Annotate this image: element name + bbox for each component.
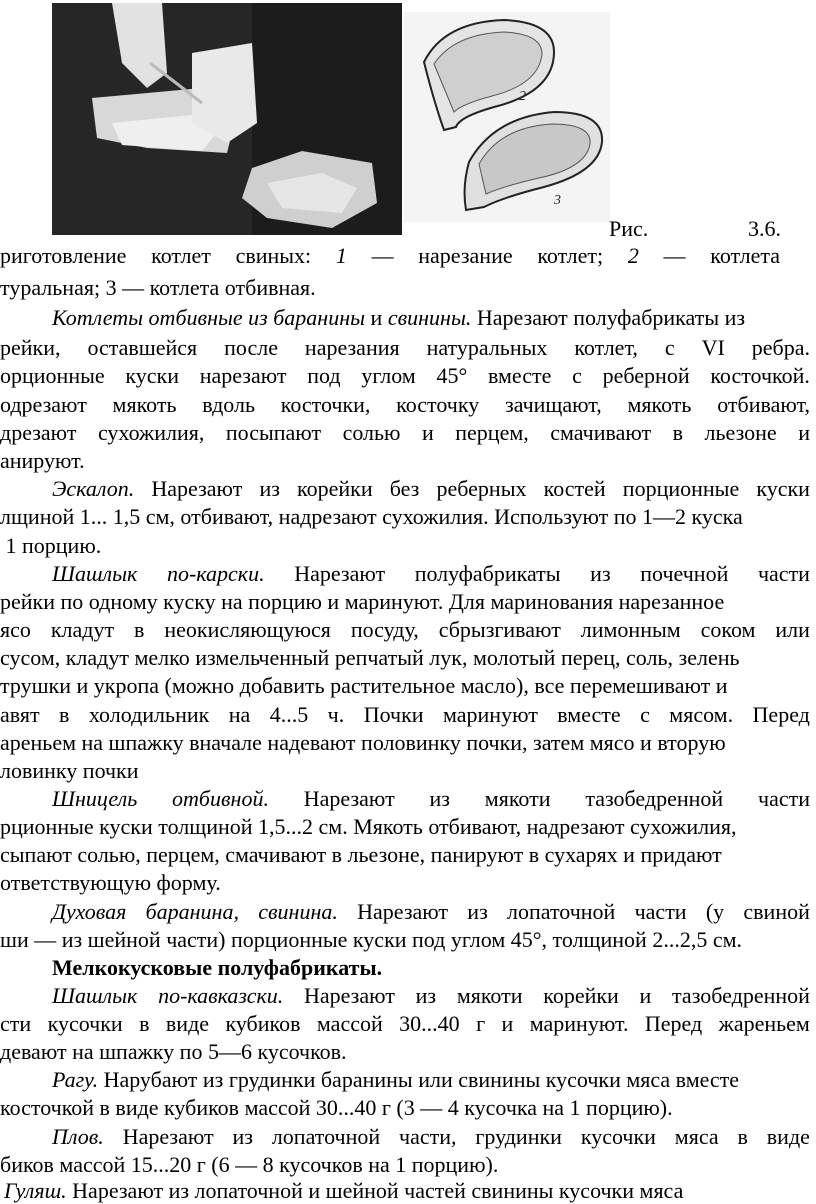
text-fragment: ясо: [0, 617, 31, 642]
text-fragment: натуральных: [426, 335, 548, 360]
text-fragment: грудинки: [475, 1124, 562, 1149]
text-fragment: из: [259, 476, 280, 501]
text-fragment: анируют.: [0, 448, 85, 473]
text-fragment: куски: [756, 476, 810, 501]
text-line: [0, 927, 810, 953]
text-fragment: массой: [316, 1011, 383, 1036]
text-line: [0, 533, 810, 559]
text-fragment: Нарезают: [304, 983, 395, 1008]
text-fragment: маринуют: [442, 702, 538, 727]
text-fragment: ответствующую форму.: [0, 870, 221, 895]
text-fragment: Мелкокусковые полуфабрикаты.: [52, 955, 383, 980]
text-fragment: 1: [335, 243, 347, 268]
text-fragment: рционные куски толщиной 1,5...2 см. Мякоть отбивают, надрезают сухожилия,: [0, 814, 737, 839]
text-line: [0, 983, 810, 1009]
text-fragment: лопаточной: [271, 1124, 381, 1149]
text-line: [0, 448, 810, 474]
figure-number: 3.6.: [748, 216, 781, 241]
text-fragment: нарезания: [304, 335, 400, 360]
cutlet-drawing: [404, 12, 610, 222]
text-fragment: и: [501, 1011, 514, 1036]
text-line: [0, 363, 810, 389]
text-line: [0, 842, 810, 868]
text-line: [0, 243, 780, 269]
text-fragment: в: [139, 1011, 150, 1036]
text-line: [0, 305, 816, 331]
text-fragment: и: [639, 983, 652, 1008]
text-line: [0, 730, 810, 756]
text-line: [0, 275, 810, 301]
text-fragment: из: [590, 561, 611, 586]
text-line: [0, 1178, 814, 1204]
text-fragment: косточку: [396, 392, 480, 417]
text-fragment: соком: [700, 617, 756, 642]
text-fragment: зачищают,: [505, 392, 602, 417]
text-fragment: ареньем на шпажку вначале надевают половинку почки, затем мясо и вторую: [0, 730, 726, 755]
text-line: [0, 617, 810, 643]
text-fragment: (у: [705, 899, 725, 924]
text-fragment: ребра.: [751, 335, 810, 360]
text-fragment: части: [757, 561, 810, 586]
text-fragment: 1 порцию.: [0, 533, 102, 558]
text-fragment: с: [640, 702, 650, 727]
text-fragment: костей: [543, 476, 606, 501]
text-fragment: вместе: [557, 702, 621, 727]
text-fragment: мякоти: [456, 983, 523, 1008]
text-fragment: солью: [342, 420, 401, 445]
text-fragment: на: [228, 702, 251, 727]
text-fragment: почечной: [640, 561, 729, 586]
text-line: [0, 504, 810, 530]
text-fragment: Нарезают: [357, 899, 449, 924]
text-fragment: льезоне: [704, 420, 777, 445]
text-fragment: и: [365, 305, 388, 330]
text-line: [0, 1011, 810, 1037]
text-fragment: Перед: [644, 1011, 703, 1036]
text-line: [0, 476, 810, 502]
text-fragment: в: [59, 702, 70, 727]
text-fragment: свинина.: [258, 899, 338, 924]
text-fragment: вместе: [488, 363, 552, 388]
text-fragment: кладут: [50, 617, 115, 642]
text-fragment: перцем,: [455, 420, 529, 445]
text-fragment: —: [663, 243, 686, 268]
text-fragment: дрезают: [0, 420, 77, 445]
text-fragment: реберной: [602, 363, 690, 388]
text-fragment: свиной: [743, 899, 810, 924]
text-fragment: виде: [766, 1124, 810, 1149]
text-fragment: или: [775, 617, 810, 642]
text-fragment: Нарезают: [122, 1124, 214, 1149]
figure-word: Рис.: [609, 216, 649, 241]
text-fragment: авят: [0, 702, 40, 727]
text-fragment: углом: [361, 363, 416, 388]
text-fragment: посыпают: [225, 420, 322, 445]
text-fragment: с: [664, 335, 675, 360]
text-fragment: котлет,: [574, 335, 638, 360]
text-fragment: в: [672, 420, 684, 445]
text-fragment: части: [758, 786, 810, 811]
text-line: [0, 673, 810, 699]
text-line: [0, 1152, 810, 1178]
text-fragment: Шашлык: [52, 561, 138, 586]
text-line: [0, 335, 810, 361]
text-fragment: ши — из шейной части) порционные куски под углом 45°, толщиной 2...2,5 см.: [0, 927, 743, 952]
text-fragment: и: [421, 420, 434, 445]
text-line: [0, 814, 810, 840]
text-fragment: нарезают: [199, 363, 287, 388]
text-fragment: отбивной.: [172, 786, 269, 811]
text-fragment: по-карски.: [166, 561, 265, 586]
text-fragment: в: [737, 1124, 748, 1149]
text-line: [0, 870, 810, 896]
text-line: [0, 1039, 810, 1065]
text-fragment: неокисляющуюся: [164, 617, 331, 642]
text-fragment: оставшейся: [87, 335, 198, 360]
text-fragment: маринуют.: [529, 1011, 629, 1036]
text-line: [0, 645, 810, 671]
text-fragment: Духовая: [52, 899, 127, 924]
text-line: [0, 1095, 810, 1121]
text-fragment: рейки,: [0, 335, 61, 360]
text-fragment: кусочки: [47, 1011, 123, 1036]
text-fragment: одрезают: [0, 392, 87, 417]
figure-photo: [52, 3, 402, 235]
text-fragment: кусочки: [580, 1124, 656, 1149]
text-fragment: Гуляш.: [4, 1178, 67, 1203]
text-fragment: нарезание: [418, 243, 513, 268]
text-line: [0, 758, 810, 784]
text-fragment: г: [476, 1011, 486, 1036]
text-fragment: косточкой.: [710, 363, 810, 388]
text-fragment: тазобедренной: [672, 983, 810, 1008]
text-fragment: свинины.: [387, 305, 472, 330]
text-fragment: Нарубают из грудинки баранины или свинины кусочки мяса вместе: [98, 1067, 740, 1092]
text-fragment: —: [371, 243, 394, 268]
text-fragment: под: [307, 363, 341, 388]
text-fragment: мякоть: [627, 392, 692, 417]
text-fragment: свиных:: [235, 243, 312, 268]
text-fragment: косточки,: [280, 392, 371, 417]
text-line: [0, 392, 810, 418]
text-line: [0, 786, 810, 812]
drawing-label-3: 3: [554, 193, 561, 208]
text-fragment: Нарезают из лопаточной и шейной частей свинины кусочки мяса: [66, 1178, 684, 1203]
text-fragment: смачивают: [550, 420, 652, 445]
text-fragment: 30...40: [399, 1011, 460, 1036]
text-fragment: Эскалоп.: [52, 476, 135, 501]
text-fragment: рейки по одному куску на порцию и маринуют. Для маринования нарезанное: [0, 589, 725, 614]
text-fragment: ловинку почки: [0, 758, 139, 783]
text-fragment: ч.: [327, 702, 345, 727]
text-fragment: сбрызгивают: [438, 617, 561, 642]
text-fragment: из: [415, 983, 437, 1008]
drawing-label-2: 2: [519, 89, 526, 104]
text-fragment: Нарезают: [151, 476, 243, 501]
text-fragment: Шашлык: [52, 983, 138, 1008]
text-fragment: лщиной 1... 1,5 см, отбивают, надрезают сухожилия. Используют по 1—2 куска: [0, 504, 743, 529]
text-fragment: корейки: [297, 476, 373, 501]
text-fragment: трушки и укропа (можно добавить растительное масло), все перемешивают и: [0, 673, 728, 698]
text-line: [0, 420, 810, 446]
text-fragment: туральная; 3 — котлета отбивная.: [0, 275, 316, 300]
text-line: [0, 1124, 810, 1150]
text-line: [0, 561, 810, 587]
text-fragment: с: [572, 363, 582, 388]
text-fragment: отбивают,: [717, 392, 810, 417]
text-fragment: жареньем: [718, 1011, 810, 1036]
text-fragment: реберных: [436, 476, 527, 501]
text-fragment: лимонным: [580, 617, 681, 642]
text-fragment: риготовление: [0, 243, 127, 268]
text-fragment: косточкой в виде кубиков массой 30...40 г (3 — 4 кусочка на 1 порцию).: [0, 1095, 673, 1120]
figure-drawing: [404, 12, 610, 222]
text-fragment: мяса: [674, 1124, 719, 1149]
text-fragment: куски: [125, 363, 179, 388]
text-fragment: Шницель: [52, 786, 138, 811]
text-fragment: сыпают солью, перцем, смачивают в льезоне, панируют в сухарях и придают: [0, 842, 722, 867]
text-fragment: котлета: [710, 243, 780, 268]
text-fragment: из: [467, 899, 488, 924]
text-fragment: мясом.: [669, 702, 734, 727]
text-fragment: порционные: [622, 476, 740, 501]
text-fragment: после: [224, 335, 278, 360]
text-line: [0, 589, 810, 615]
figure-caption-number: [609, 216, 781, 242]
text-fragment: орционные: [0, 363, 105, 388]
text-fragment: котлет;: [537, 243, 604, 268]
text-fragment: Нарезают полуфабрикаты из: [471, 305, 746, 330]
text-fragment: тазобедренной: [585, 786, 724, 811]
text-fragment: сусом, кладут мелко измельченный репчатый лук, молотый перец, соль, зелень: [0, 645, 740, 670]
text-fragment: без: [389, 476, 420, 501]
text-fragment: и: [798, 420, 810, 445]
text-fragment: VI: [701, 335, 725, 360]
text-line: [0, 702, 810, 728]
text-fragment: посуду,: [350, 617, 419, 642]
text-fragment: 2: [627, 243, 639, 268]
text-fragment: в: [134, 617, 145, 642]
text-fragment: Котлеты отбивные из баранины: [52, 305, 366, 330]
text-fragment: Нарезают: [294, 561, 386, 586]
text-line: [0, 899, 810, 925]
text-fragment: сухожилия,: [97, 420, 205, 445]
text-fragment: виде: [165, 1011, 210, 1036]
text-line: [0, 1067, 816, 1093]
text-fragment: полуфабрикаты: [414, 561, 561, 586]
text-fragment: корейки: [543, 983, 619, 1008]
text-fragment: лопаточной: [507, 899, 616, 924]
text-fragment: биков массой 15...20 г (6 — 8 кусочков на 1 порцию).: [0, 1152, 499, 1177]
text-fragment: из: [429, 786, 450, 811]
text-fragment: мякоть: [112, 392, 177, 417]
text-fragment: вдоль: [202, 392, 256, 417]
text-fragment: кубиков: [225, 1011, 301, 1036]
text-fragment: Рагу.: [52, 1067, 99, 1092]
text-fragment: Плов.: [52, 1124, 104, 1149]
text-fragment: котлет: [151, 243, 211, 268]
text-fragment: части,: [399, 1124, 457, 1149]
photo-illustration: [52, 3, 402, 235]
text-fragment: по-кавказски.: [158, 983, 284, 1008]
text-fragment: сти: [0, 1011, 32, 1036]
text-fragment: девают на шпажку по 5—6 кусочков.: [0, 1039, 347, 1064]
text-fragment: Почки: [363, 702, 424, 727]
text-fragment: баранина,: [145, 899, 239, 924]
text-fragment: части: [634, 899, 687, 924]
text-fragment: из: [232, 1124, 253, 1149]
text-fragment: 4...5: [269, 702, 309, 727]
text-fragment: 45°: [436, 363, 468, 388]
text-fragment: Перед: [752, 702, 810, 727]
text-fragment: холодильник: [88, 702, 210, 727]
text-fragment: Нарезают: [303, 786, 395, 811]
text-fragment: мякоти: [484, 786, 551, 811]
section-heading: [0, 955, 816, 981]
